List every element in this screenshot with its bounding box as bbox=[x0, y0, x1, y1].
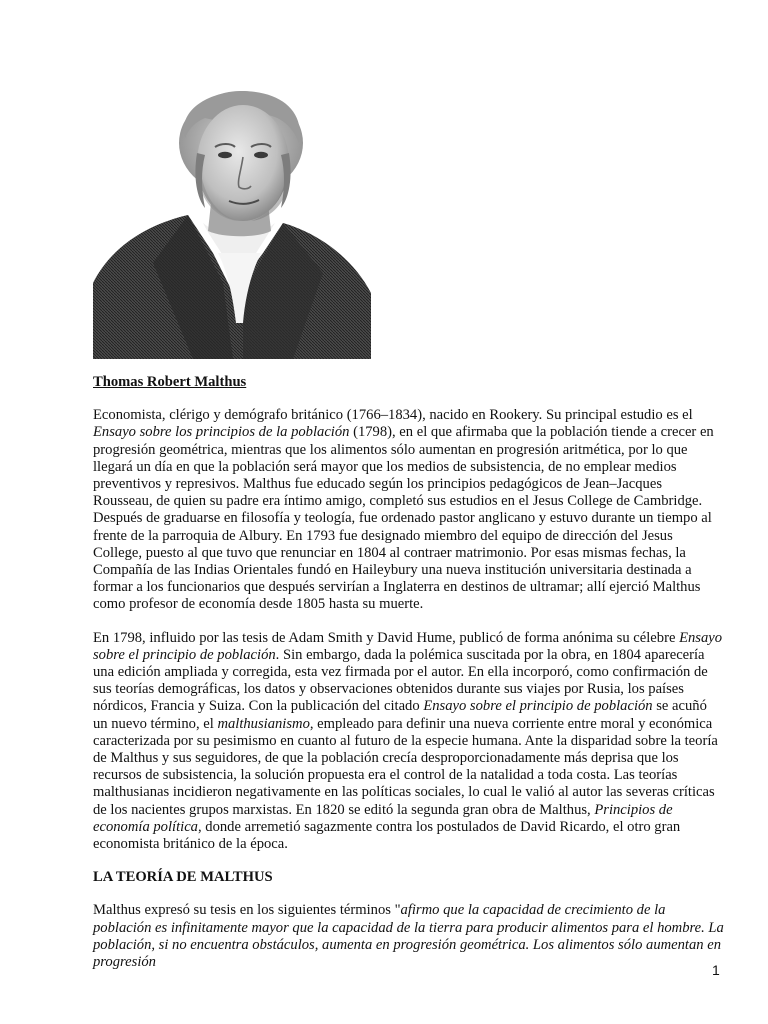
theory-paragraph bbox=[93, 902, 725, 971]
quote-italic: afirmo que la capacidad de crecimiento de la población es infinitamente mayor que la capacidad de la tierra para producir alimentos para el hombre. La población, si no encuentra obstáculos, aumenta en progresión geométrica. Los alimentos sólo aumentan en progresión bbox=[93, 902, 724, 971]
book-title-italic: Ensayo sobre los principios de la población bbox=[93, 424, 350, 441]
book-title-italic: Ensayo sobre el principio de población bbox=[423, 698, 653, 715]
biography-paragraph bbox=[93, 407, 725, 613]
text-run: se acuñó un nuevo término, el bbox=[93, 698, 707, 732]
text-run: En 1798, influido por las tesis de Adam Smith y David Hume, publicó de forma anónima su célebre bbox=[93, 629, 680, 646]
portrait-image bbox=[93, 83, 371, 359]
works-paragraph bbox=[93, 630, 725, 854]
section-heading: LA TEORÍA DE MALTHUS bbox=[93, 869, 273, 886]
text-run: , donde arremetió sagazmente contra los postulados de David Ricardo, el otro gran economista británico de la época. bbox=[93, 818, 681, 853]
page-number: 1 bbox=[712, 962, 720, 978]
text-run: Economista, clérigo y demógrafo británico (1766–1834), nacido en Rookery. Su principal estudio es el bbox=[93, 407, 693, 424]
document-body bbox=[93, 374, 725, 987]
text-run: , empleado para definir una nueva corriente entre moral y económica caracterizada por su pesimismo en cuanto al futuro de la especie humana. Ante la disparidad sobre la teoría de Malthus y sus seguidores, de que la población crecía desproporcionadamente más deprisa que los recursos de subsistencia, la solución propuesta era el control de la natalidad a toda costa. Las teorías malthusianas incidieron negativamente en las políticas sociales, lo cual le valió al autor las severas críticas de los nacientes grupos marxistas. En 1820 se editó la segunda gran obra de Malthus, bbox=[93, 715, 718, 818]
text-run: . Sin embargo, dada la polémica suscitada por la obra, en 1804 aparecería una edición ampliada y corregida, esta vez firmada por el autor. En ella incorporó, como confirmación de sus teorías demográficas, los datos y observaciones obtenidos durante sus viajes por Rusia, los países nórdicos, Francia y Suiza. Con la publicación del citado bbox=[93, 646, 708, 715]
text-run: (1798), en el que afirmaba que la población tiende a crecer en progresión geométrica, mientras que los alimentos sólo aumentan en progresión aritmética, por lo que llegará un día en que la población será mayor que los medios de subsistencia, de no emplear medios preventivos y represivos. Malthus fue educado según los principios pedagógicos de Jean–Jacques Rousseau, de quien su padre era íntimo amigo, completó sus estudios en el Jesus College de Cambridge. Después de graduarse en filosofía y teología, fue ordenado pastor anglicano y estuvo durante un tiempo al frente de la parroquia de Albury. En 1793 fue designado miembro del equipo de dirección del Jesus College, puesto al que tuvo que renunciar en 1804 al contraer matrimonio. Por esas mismas fechas, la Compañía de las Indias Orientales fundó en Haileybury una nueva institución universitaria destinada a formar a los funcionarios que después servirían a Inglaterra en destinos de ultramar; allí ejerció Malthus como profesor de economía desde 1805 hasta su muerte. bbox=[93, 424, 714, 613]
document-title: Thomas Robert Malthus bbox=[93, 374, 247, 390]
term-italic: malthusianismo bbox=[217, 715, 310, 732]
engraving-portrait bbox=[93, 83, 371, 359]
text-run: Malthus expresó su tesis en los siguientes términos " bbox=[93, 902, 401, 919]
book-title-italic: Principios de economía política bbox=[93, 801, 673, 835]
book-title-italic: Ensayo sobre el principio de población bbox=[93, 629, 723, 663]
